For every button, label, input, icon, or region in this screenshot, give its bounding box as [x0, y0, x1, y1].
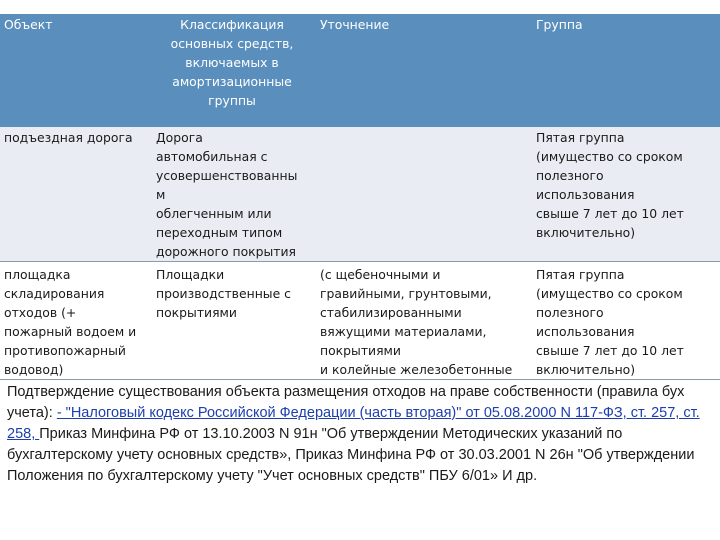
header-group: Группа — [528, 14, 720, 127]
header-classification: Классификация основных средств, включаемых в амортизационные группы — [152, 14, 312, 127]
note-text: Подтверждение существования объекта размещения отходов на праве собственности (правила бух учета): — [7, 384, 685, 421]
table-row — [0, 262, 720, 380]
cell-classification: Площадки производственные с покрытиями — [152, 262, 312, 380]
cell-group: Пятая группа (имущество со сроком полезного использования свыше 7 лет до 10 лет включительно) — [528, 262, 720, 380]
cell-object: подъездная дорога — [0, 127, 152, 262]
cell-classification: Дорога автомобильная с усовершенствованны м облегченным или переходным типом дорожного покрытия — [152, 127, 312, 262]
cell-clarification — [312, 127, 528, 262]
ownership-note — [7, 382, 719, 487]
cell-clarification: (с щебеночными и гравийными, грунтовыми, стабилизированными вяжущими материалами, покрытиями и колейные железобетонные — [312, 262, 528, 380]
cell-object: площадка складирования отходов (+ пожарный водоем и противопожарный водовод) — [0, 262, 152, 380]
note-text-continued: Приказ Минфина РФ от 13.10.2003 N 91н "Об утверждении Методических указаний по бухгалтерскому учету основных средств», Приказ Минфина РФ от 30.03.2001 N 26н "Об утверждении Положения по бухгалтерскому учету "Учет основных средств" ПБУ 6/01» И др. — [7, 426, 695, 484]
classification-table — [0, 14, 720, 380]
header-clarification: Уточнение — [312, 14, 528, 127]
cell-group: Пятая группа (имущество со сроком полезного использования свыше 7 лет до 10 лет включительно) — [528, 127, 720, 262]
header-object: Объект — [0, 14, 152, 127]
table-row — [0, 127, 720, 262]
tax-code-link[interactable]: - "Налоговый кодекс Российской Федерации (часть вторая)" от 05.08.2000 N 117-ФЗ, ст. 257, ст. 258, — [7, 405, 700, 442]
table-header-row — [0, 14, 720, 127]
